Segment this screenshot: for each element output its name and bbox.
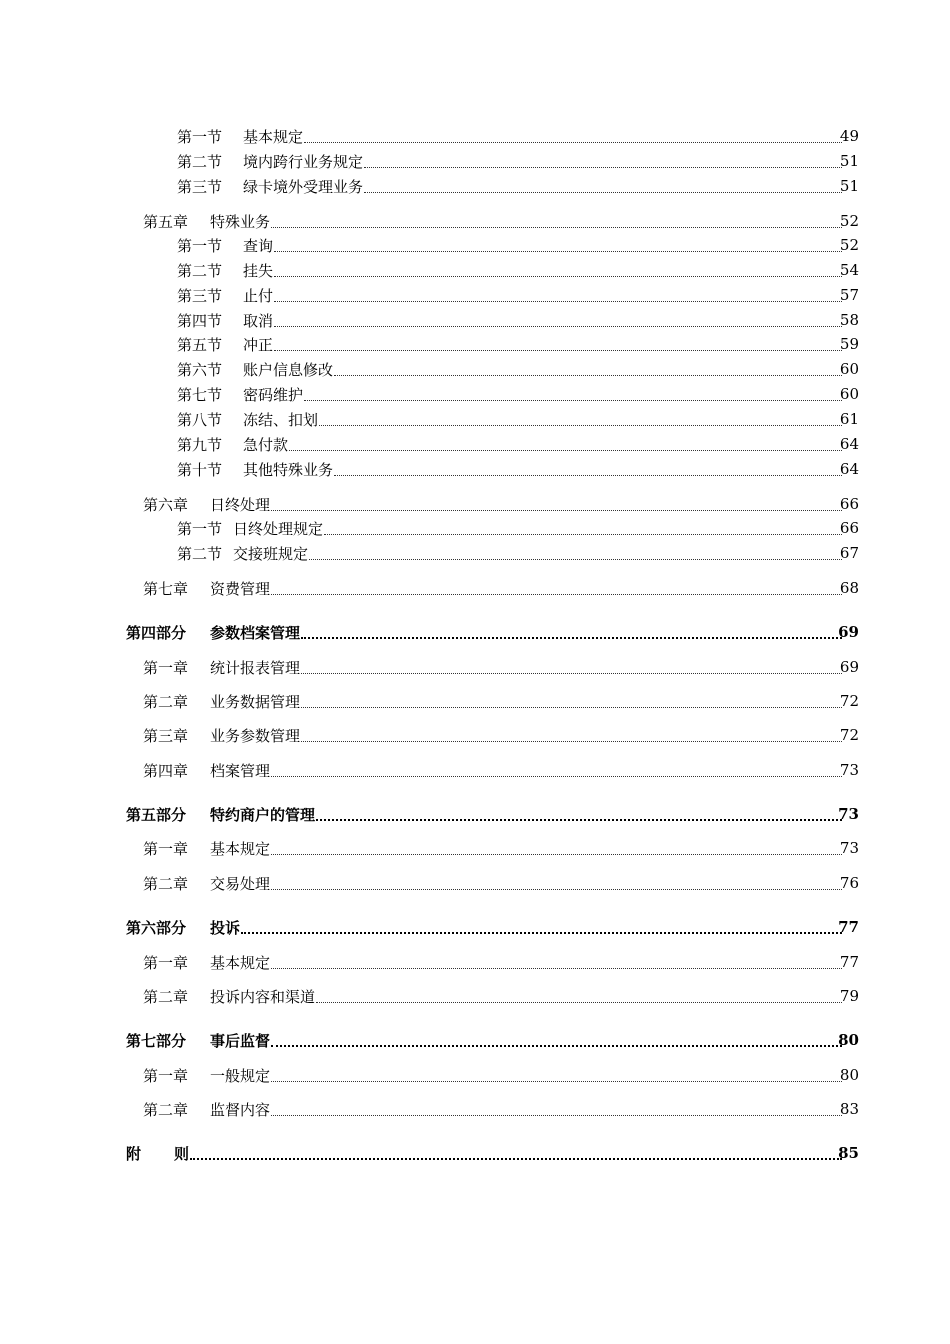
toc-leader-dots	[271, 210, 842, 232]
toc-entry-page: 85	[838, 1144, 859, 1162]
toc-leader-dots	[334, 358, 842, 380]
toc-entry-title: 事后监督	[210, 1031, 271, 1050]
toc-entry-page: 64	[839, 460, 859, 478]
toc-entry[interactable]	[0, 1029, 950, 1051]
toc-leader-dots	[319, 408, 842, 430]
toc-entry-title: 特殊业务	[210, 212, 271, 231]
toc-entry-number: 第九节	[177, 435, 223, 454]
toc-leader-dots	[190, 1142, 842, 1164]
toc-entry-number: 第三节	[177, 177, 223, 196]
toc-entry-title: 日终处理规定	[233, 519, 324, 538]
toc-leader-dots	[271, 951, 842, 973]
toc-entry[interactable]	[0, 259, 950, 281]
toc-entry-number: 第十节	[177, 460, 223, 479]
toc-entry-number: 第五节	[177, 335, 223, 354]
toc-leader-dots	[301, 724, 842, 746]
toc-entry-number: 第三节	[177, 286, 223, 305]
toc-entry-number: 第一章	[143, 953, 189, 972]
toc-entry-page: 83	[839, 1100, 859, 1118]
toc-entry-title: 统计报表管理	[210, 658, 301, 677]
toc-entry-title: 基本规定	[243, 127, 304, 146]
toc-entry-page: 73	[838, 805, 859, 823]
toc-entry[interactable]	[0, 951, 950, 973]
toc-entry-number: 第二章	[143, 987, 189, 1006]
toc-entry-number: 第二节	[177, 544, 223, 563]
toc-entry-title: 其他特殊业务	[243, 460, 334, 479]
toc-entry[interactable]	[0, 309, 950, 331]
toc-entry-number: 第二节	[177, 261, 223, 280]
toc-entry[interactable]	[0, 759, 950, 781]
toc-entry-number: 第二章	[143, 692, 189, 711]
toc-entry-title: 密码维护	[243, 385, 304, 404]
toc-entry-title: 档案管理	[210, 761, 271, 780]
toc-leader-dots	[274, 284, 842, 306]
toc-entry-page: 61	[839, 410, 859, 428]
toc-entry-number: 第一节	[177, 236, 223, 255]
toc-entry-title: 境内跨行业务规定	[243, 152, 364, 171]
toc-leader-dots	[304, 383, 842, 405]
toc-entry[interactable]	[0, 621, 950, 643]
toc-leader-dots	[271, 759, 842, 781]
toc-entry[interactable]	[0, 803, 950, 825]
toc-entry-page: 77	[839, 953, 859, 971]
toc-leader-dots	[304, 125, 842, 147]
toc-entry[interactable]	[0, 358, 950, 380]
toc-leader-dots	[316, 985, 842, 1007]
toc-entry-title: 基本规定	[210, 953, 271, 972]
toc-entry-page: 76	[839, 874, 859, 892]
toc-leader-dots	[334, 458, 842, 480]
toc-entry[interactable]	[0, 577, 950, 599]
toc-entry[interactable]	[0, 150, 950, 172]
toc-entry-title: 账户信息修改	[243, 360, 334, 379]
toc-entry[interactable]	[0, 333, 950, 355]
toc-entry-page: 66	[839, 519, 859, 537]
toc-entry-title: 交接班规定	[233, 544, 309, 563]
toc-entry-page: 59	[839, 335, 859, 353]
toc-entry[interactable]	[0, 916, 950, 938]
toc-entry-title: 挂失	[243, 261, 274, 280]
toc-entry-title: 业务参数管理	[210, 726, 301, 745]
toc-entry[interactable]	[0, 1098, 950, 1120]
toc-entry-title: 绿卡境外受理业务	[243, 177, 364, 196]
toc-entry-number: 第七节	[177, 385, 223, 404]
toc-entry[interactable]	[0, 837, 950, 859]
toc-entry-page: 52	[839, 236, 859, 254]
toc-entry-number: 第七章	[143, 579, 189, 598]
toc-entry[interactable]	[0, 210, 950, 232]
toc-entry-number: 第二章	[143, 874, 189, 893]
toc-entry-title: 投诉内容和渠道	[210, 987, 316, 1006]
toc-entry-page: 72	[839, 692, 859, 710]
toc-entry-title: 业务数据管理	[210, 692, 301, 711]
toc-leader-dots	[364, 175, 842, 197]
toc-entry[interactable]	[0, 125, 950, 147]
toc-entry-number: 第一节	[177, 519, 223, 538]
toc-leader-dots	[271, 1029, 842, 1051]
toc-entry-title: 监督内容	[210, 1100, 271, 1119]
toc-entry-number: 第四节	[177, 311, 223, 330]
toc-entry-title: 日终处理	[210, 495, 271, 514]
toc-entry-number: 第一节	[177, 127, 223, 146]
toc-entry-number: 第一章	[143, 839, 189, 858]
toc-leader-dots	[274, 259, 842, 281]
toc-entry-page: 67	[839, 544, 859, 562]
toc-entry-page: 77	[838, 918, 859, 936]
toc-entry[interactable]	[0, 284, 950, 306]
toc-entry[interactable]	[0, 542, 950, 564]
toc-entry[interactable]	[0, 985, 950, 1007]
toc-entry-page: 54	[839, 261, 859, 279]
toc-entry-number: 第二章	[143, 1100, 189, 1119]
toc-entry-number: 附	[126, 1144, 172, 1163]
toc-entry[interactable]	[0, 383, 950, 405]
toc-entry-page: 58	[839, 311, 859, 329]
toc-leader-dots	[301, 656, 842, 678]
toc-entry-number: 第二节	[177, 152, 223, 171]
toc-entry[interactable]	[0, 1064, 950, 1086]
toc-entry[interactable]	[0, 872, 950, 894]
toc-entry-number: 第七部分	[126, 1031, 187, 1050]
toc-entry-title: 冲正	[243, 335, 274, 354]
toc-leader-dots	[274, 234, 842, 256]
toc-entry-page: 79	[839, 987, 859, 1005]
toc-leader-dots	[271, 577, 842, 599]
toc-leader-dots	[364, 150, 842, 172]
toc-entry-page: 51	[839, 152, 859, 170]
toc-entry-title: 交易处理	[210, 874, 271, 893]
toc-entry-title: 急付款	[243, 435, 289, 454]
toc-entry-page: 60	[839, 360, 859, 378]
toc-entry-page: 68	[839, 579, 859, 597]
toc-leader-dots	[271, 872, 842, 894]
toc-leader-dots	[301, 621, 842, 643]
toc-entry-page: 60	[839, 385, 859, 403]
toc-leader-dots	[274, 309, 842, 331]
toc-entry[interactable]	[0, 433, 950, 455]
toc-leader-dots	[301, 690, 842, 712]
toc-entry-title: 参数档案管理	[210, 623, 301, 642]
toc-entry-number: 第三章	[143, 726, 189, 745]
toc-entry-page: 51	[839, 177, 859, 195]
toc-leader-dots	[241, 916, 842, 938]
toc-entry-number: 第六章	[143, 495, 189, 514]
toc-entry-title: 特约商户的管理	[210, 805, 316, 824]
toc-entry-page: 49	[839, 127, 859, 145]
toc-entry[interactable]	[0, 408, 950, 430]
toc-leader-dots	[274, 333, 842, 355]
toc-leader-dots	[316, 803, 842, 825]
toc-entry-page: 69	[838, 623, 859, 641]
toc-entry-page: 64	[839, 435, 859, 453]
toc-leader-dots	[309, 542, 842, 564]
toc-entry-page: 72	[839, 726, 859, 744]
toc-entry-number: 第四章	[143, 761, 189, 780]
toc-entry-number: 第四部分	[126, 623, 187, 642]
toc-leader-dots	[271, 1064, 842, 1086]
toc-entry-number: 第一章	[143, 658, 189, 677]
toc-entry-number: 第五部分	[126, 805, 187, 824]
toc-leader-dots	[289, 433, 842, 455]
toc-entry-title: 止付	[243, 286, 274, 305]
toc-entry-page: 66	[839, 495, 859, 513]
toc-entry-title: 取消	[243, 311, 274, 330]
toc-entry-page: 80	[838, 1031, 859, 1049]
toc-entry-title: 一般规定	[210, 1066, 271, 1085]
toc-entry-page: 73	[839, 761, 859, 779]
toc-entry[interactable]	[0, 234, 950, 256]
toc-leader-dots	[271, 837, 842, 859]
toc-entry[interactable]	[0, 656, 950, 678]
toc-entry-number: 第八节	[177, 410, 223, 429]
toc-leader-dots	[271, 1098, 842, 1120]
toc-entry[interactable]	[0, 493, 950, 515]
toc-leader-dots	[324, 517, 842, 539]
toc-entry-page: 73	[839, 839, 859, 857]
toc-entry-number: 第一章	[143, 1066, 189, 1085]
toc-entry-page: 57	[839, 286, 859, 304]
toc-entry[interactable]	[0, 690, 950, 712]
toc-entry-title: 则	[174, 1144, 190, 1163]
toc-entry-number: 第六节	[177, 360, 223, 379]
toc-entry[interactable]	[0, 517, 950, 539]
toc-entry[interactable]	[0, 1142, 950, 1164]
toc-entry-number: 第六部分	[126, 918, 187, 937]
toc-entry-title: 资费管理	[210, 579, 271, 598]
toc-entry-page: 69	[839, 658, 859, 676]
toc-entry[interactable]	[0, 724, 950, 746]
toc-entry-number: 第五章	[143, 212, 189, 231]
toc-entry-title: 投诉	[210, 918, 241, 937]
toc-entry-title: 冻结、扣划	[243, 410, 319, 429]
toc-entry[interactable]	[0, 458, 950, 480]
toc-entry[interactable]	[0, 175, 950, 197]
toc-leader-dots	[271, 493, 842, 515]
toc-entry-title: 查询	[243, 236, 274, 255]
toc-entry-title: 基本规定	[210, 839, 271, 858]
toc-entry-page: 80	[839, 1066, 859, 1084]
toc-entry-page: 52	[839, 212, 859, 230]
